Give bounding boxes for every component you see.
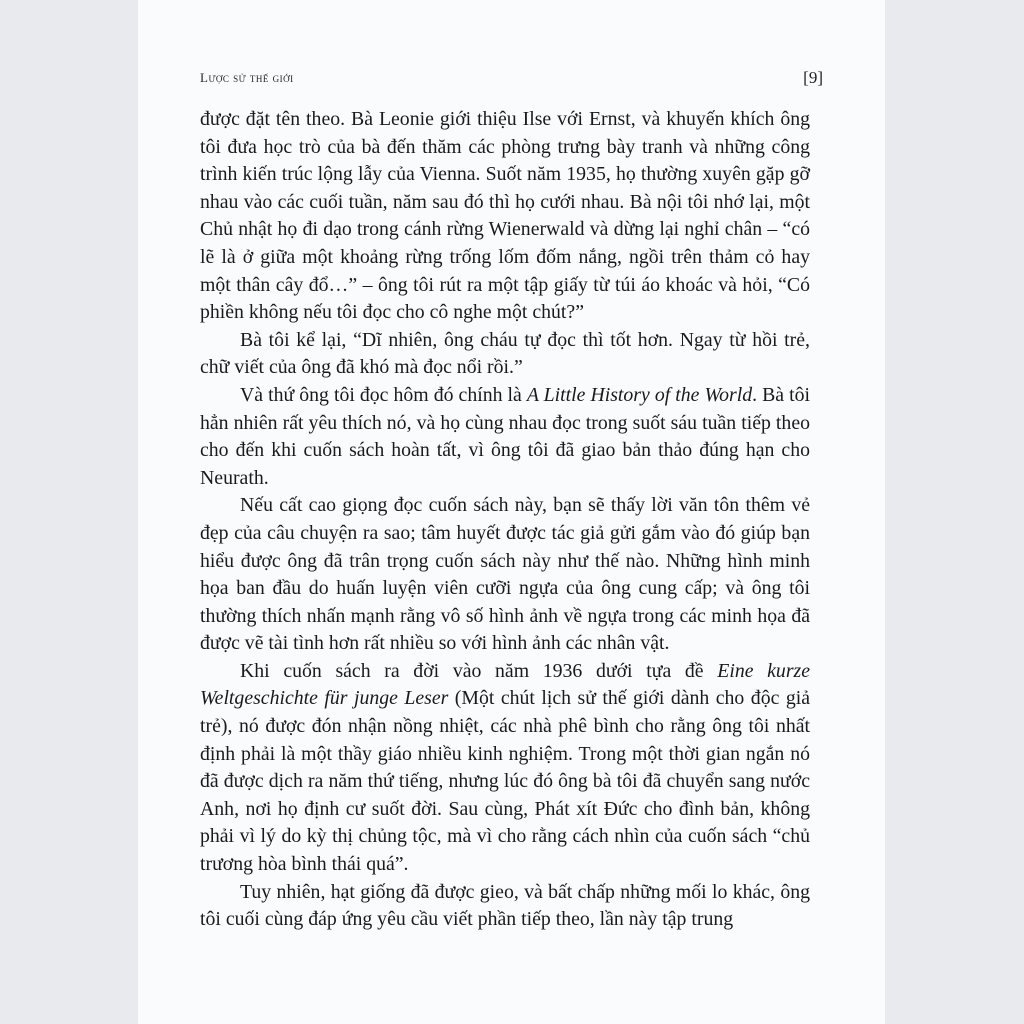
book-title-german: Eine kurze Weltgeschichte für junge Leser [200, 659, 810, 710]
body-text [200, 106, 810, 934]
paragraph-3 [200, 382, 810, 492]
page-number: [9] [803, 68, 823, 87]
running-header [200, 70, 823, 94]
paragraph-5 [200, 658, 810, 879]
paragraph-3-before: Và thứ ông tôi đọc hôm đó chính là [240, 383, 527, 406]
paragraph-5-before: Khi cuốn sách ra đời vào năm 1936 dưới tựa đề [240, 659, 718, 682]
paragraph-4: Nếu cất cao giọng đọc cuốn sách này, bạn sẽ thấy lời văn tôn thêm vẻ đẹp của câu chuyện ra sao; tâm huyết được tác giả gửi gắm vào đó giúp bạn hiểu được ông đã trân trọng cuốn sách này như thế nào. Những hình minh họa ban đầu do huấn luyện viên cưỡi ngựa của ông cung cấp; và ông tôi thường thích nhấn mạnh rằng vô số hình ảnh về ngựa trong các minh họa đã được vẽ tài tình hơn rất nhiều so với hình ảnh các nhân vật. [200, 494, 810, 655]
running-title: Lược sử thế giới [200, 70, 294, 85]
book-page [138, 0, 885, 1024]
book-title-english: A Little History of the World [526, 383, 753, 406]
paragraph-3-after: . Bà tôi hẳn nhiên rất yêu thích nó, và họ cùng nhau đọc trong suốt sáu tuần tiếp theo cho đến khi cuốn sách hoàn tất, vì ông tôi đã giao bản thảo đúng hạn cho Neurath. [200, 383, 810, 489]
paragraph-2: Bà tôi kể lại, “Dĩ nhiên, ông cháu tự đọc thì tốt hơn. Ngay từ hồi trẻ, chữ viết của ông đã khó mà đọc nổi rồi.” [200, 328, 810, 379]
paragraph-5-after: (Một chút lịch sử thế giới dành cho độc giả trẻ), nó được đón nhận nồng nhiệt, các nhà phê bình cho rằng ông tôi nhất định phải là một thầy giáo nhiều kinh nghiệm. Trong một thời gian ngắn nó đã được dịch ra năm thứ tiếng, nhưng lúc đó ông bà tôi đã chuyển sang nước Anh, nơi họ định cư suốt đời. Sau cùng, Phát xít Đức cho đình bản, không phải vì lý do kỳ thị chủng tộc, mà vì cho rằng cách nhìn của cuốn sách “chủ trương hòa bình thái quá”. [200, 687, 810, 876]
paragraph-6: Tuy nhiên, hạt giống đã được gieo, và bất chấp những mối lo khác, ông tôi cuối cùng đáp ứng yêu cầu viết phần tiếp theo, lần này tập trung [200, 880, 810, 931]
paragraph-1: được đặt tên theo. Bà Leonie giới thiệu Ilse với Ernst, và khuyến khích ông tôi đưa học trò của bà đến thăm các phòng trưng bày tranh và những công trình kiến trúc lộng lẫy của Vienna. Suốt năm 1935, họ thường xuyên gặp gỡ nhau vào các cuối tuần, năm sau đó thì họ cưới nhau. Bà nội tôi nhớ lại, một Chủ nhật họ đi dạo trong cánh rừng Wienerwald và dừng lại nghỉ chân – “có lẽ là ở giữa một khoảng rừng trống lốm đốm nắng, ngồi trên thảm cỏ hay một thân cây đổ…” – ông tôi rút ra một tập giấy từ túi áo khoác và hỏi, “Có phiền không nếu tôi đọc cho cô nghe một chút?” [200, 108, 810, 324]
